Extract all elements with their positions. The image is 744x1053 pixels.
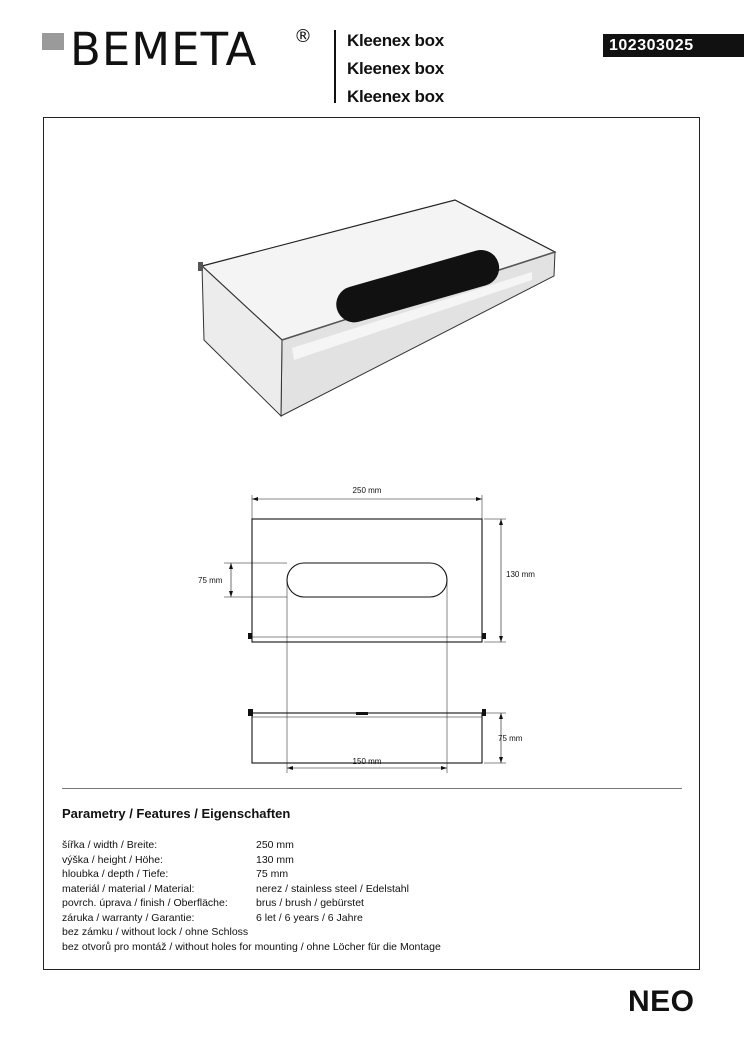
section-divider — [62, 788, 682, 789]
product-title: Kleenex box — [347, 59, 444, 78]
spec-row — [62, 867, 441, 882]
spec-row — [62, 853, 441, 868]
product-title: Kleenex box — [347, 31, 444, 50]
registered-mark: ® — [294, 26, 312, 47]
spec-row — [62, 838, 441, 853]
spec-value: nerez / stainless steel / Edelstahl — [256, 882, 409, 895]
spec-value: 250 mm — [256, 839, 294, 851]
spec-label: povrch. úprava / finish / Oberfläche: — [62, 897, 228, 909]
features-list — [62, 838, 441, 954]
spec-label: záruka / warranty / Garantie: — [62, 911, 195, 924]
dim-slot-width-label: 150 mm — [352, 757, 382, 766]
dim-width-label: 250 mm — [352, 486, 382, 495]
product-title: Kleenex box — [347, 87, 444, 106]
product-titles — [347, 27, 444, 111]
spec-value: brus / brush / gebürstet — [256, 897, 364, 909]
brand-logo: BEMETA — [70, 23, 258, 76]
features-title: Parametry / Features / Eigenschaften — [62, 806, 291, 821]
product-code-badge: 102303025 — [603, 34, 744, 57]
spec-value: 6 let / 6 years / 6 Jahre — [256, 911, 363, 924]
top-view-slot — [287, 563, 447, 597]
side-view-outline — [252, 713, 482, 763]
spec-value: 75 mm — [256, 868, 289, 880]
dim-slot-depth-label: 75 mm — [198, 576, 223, 585]
feature-note: bez otvorů pro montáž / without holes for mounting / ohne Löcher für die Montage — [62, 940, 441, 953]
spec-label: hloubka / depth / Tiefe: — [62, 868, 169, 880]
spec-row — [62, 911, 441, 926]
header-divider — [334, 30, 336, 103]
spec-label: šířka / width / Breite: — [62, 839, 158, 851]
spec-row — [62, 896, 441, 911]
dim-height-label: 130 mm — [506, 570, 535, 579]
side-view-drawing — [184, 703, 584, 773]
series-name: NEO — [628, 985, 695, 1018]
spec-label: materiál / material / Material: — [62, 882, 195, 895]
spec-label: výška / height / Höhe: — [62, 853, 163, 866]
logo-square — [42, 33, 64, 50]
spec-row — [62, 882, 441, 897]
feature-note: bez zámku / without lock / ohne Schloss — [62, 926, 249, 938]
dim-side-depth-label: 75 mm — [498, 734, 523, 743]
spec-value: 130 mm — [256, 853, 294, 866]
product-photo — [192, 188, 572, 433]
